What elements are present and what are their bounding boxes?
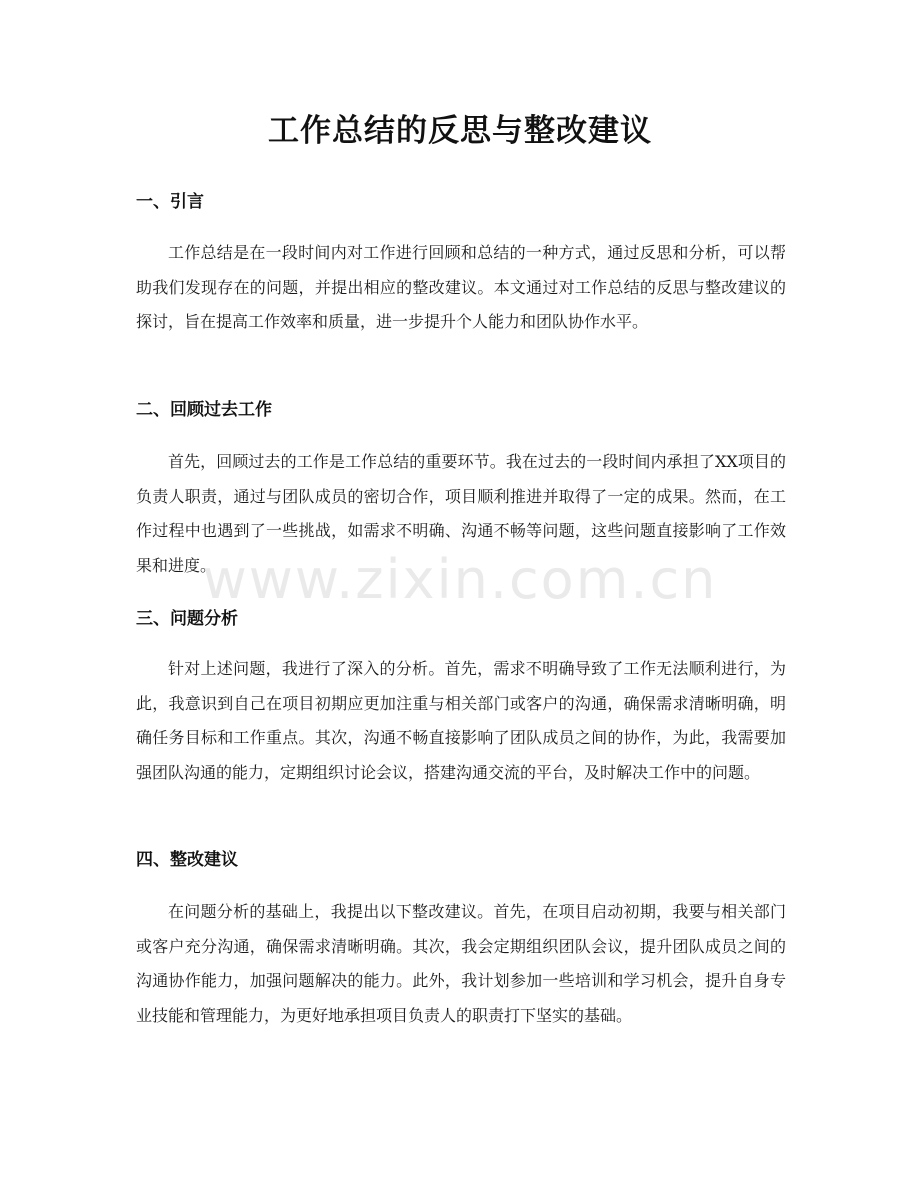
- section-heading-review: 二、回顾过去工作: [136, 400, 272, 420]
- section-heading-introduction: 一、引言: [136, 192, 204, 212]
- section-heading-analysis: 三、问题分析: [136, 609, 238, 629]
- section-body-analysis: 针对上述问题，我进行了深入的分析。首先，需求不明确导致了工作无法顺利进行，为此，我意识到自己在项目初期应更加注重与相关部门或客户的沟通，确保需求清晰明确，明确任务目标和工作重点。其次，沟通不畅直接影响了团队成员之间的协作，为此，我需要加强团队沟通的能力，定期组织讨论会议，搭建沟通交流的平台，及时解决工作中的问题。: [136, 659, 786, 782]
- section-body-review: 首先，回顾过去的工作是工作总结的重要环节。我在过去的一段时间内承担了XX项目的负责人职责，通过与团队成员的密切合作，项目顺利推进并取得了一定的成果。然而，在工作过程中也遇到了一些挑战，如需求不明确、沟通不畅等问题，这些问题直接影响了工作效果和进度。: [136, 452, 786, 575]
- section-body-suggestions: 在问题分析的基础上，我提出以下整改建议。首先，在项目启动初期，我要与相关部门或客户充分沟通，确保需求清晰明确。其次，我会定期组织团队会议，提升团队成员之间的沟通协作能力，加强问题解决的能力。此外，我计划参加一些培训和学习机会，提升自身专业技能和管理能力，为更好地承担项目负责人的职责打下坚实的基础。: [136, 902, 786, 1025]
- watermark: www.zixin.com.cn: [202, 548, 718, 611]
- document-title: 工作总结的反思与整改建议: [268, 113, 652, 149]
- section-heading-suggestions: 四、整改建议: [136, 850, 238, 870]
- section-body-introduction: 工作总结是在一段时间内对工作进行回顾和总结的一种方式，通过反思和分析，可以帮助我们发现存在的问题，并提出相应的整改建议。本文通过对工作总结的反思与整改建议的探讨，旨在提高工作效率和质量，进一步提升个人能力和团队协作水平。: [136, 243, 786, 331]
